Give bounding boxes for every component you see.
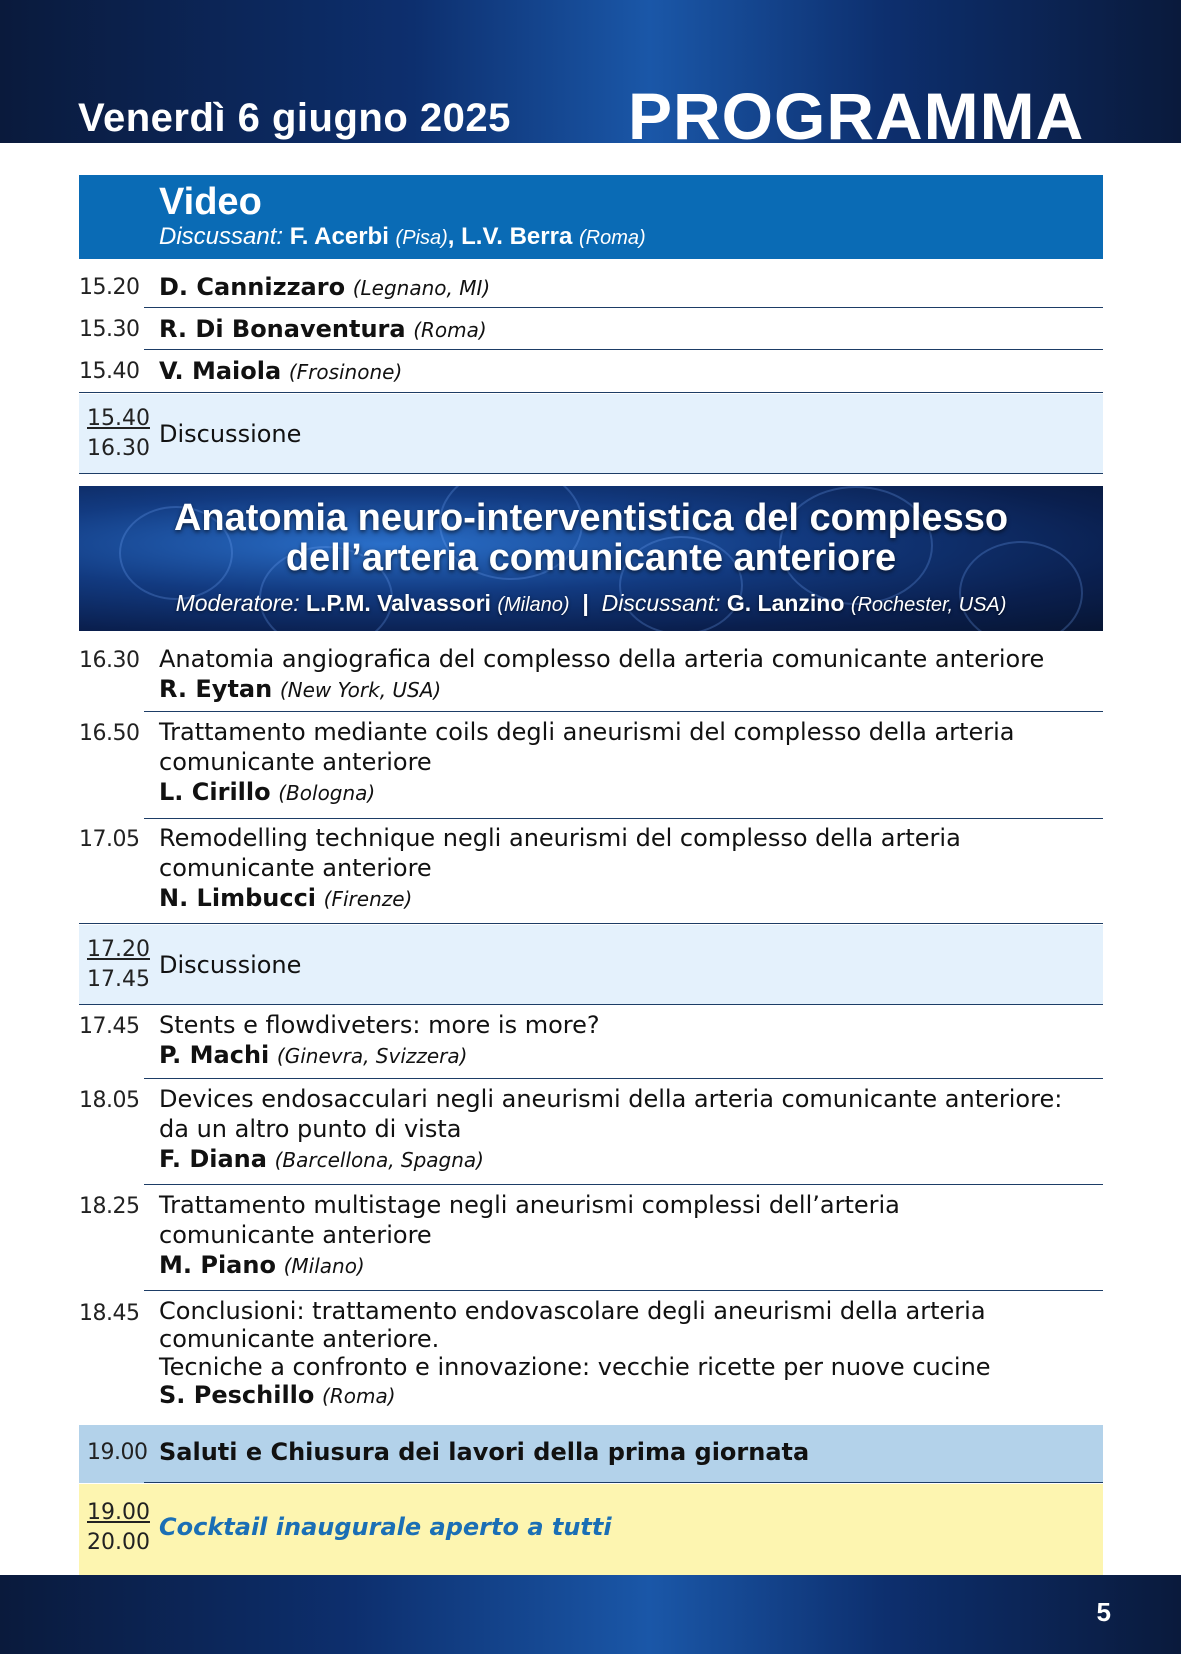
row-content [159,314,487,345]
discussant-name: L.V. Berra [461,223,573,250]
row-divider [144,1290,1103,1292]
speaker-location: (Roma) [322,1384,396,1408]
row-divider [144,307,1103,309]
discussant-label: Discussant: [601,590,721,616]
speaker-location: (Ginevra, Svizzera) [276,1044,468,1068]
speaker-location: (Frosinone) [288,360,403,384]
row-content [159,644,1044,705]
separator: | [582,590,589,616]
row-divider [79,473,1103,475]
talk-title: Conclusioni: trattamento endovascolare degli aneurismi della arteria [159,1297,986,1325]
speaker-name: N. Limbucci [159,884,317,912]
speaker-name: P. Machi [159,1041,270,1069]
program-row [79,309,1103,350]
discussion-time: 15.40 16.30 [87,406,150,461]
talk-title: comunicante anteriore [159,854,432,882]
row-divider [79,392,1103,394]
discussion-label: Discussione [159,951,302,979]
discussion-label: Discussione [159,420,302,448]
row-time: 16.30 [79,648,140,673]
discussant-loc: (Pisa) [395,227,448,249]
session-banner [79,486,1103,631]
row-time: 18.45 [79,1301,140,1326]
closing-time: 19.00 [87,1440,148,1465]
header-date: Venerdì 6 giugno 2025 [78,96,511,140]
program-row [79,820,1103,924]
row-content [159,1297,991,1410]
page-footer [0,1575,1181,1654]
cocktail-time: 19.00 20.00 [87,1500,150,1555]
row-time: 15.40 [79,359,140,384]
video-section-title: Video [159,181,262,223]
row-time: 15.30 [79,317,140,342]
speaker-location: (New York, USA) [279,678,442,702]
speaker-location: (Firenze) [323,887,413,911]
talk-title: Trattamento mediante coils degli aneurismi del complesso della arteria [159,718,1015,746]
speaker-location: (Roma) [413,318,487,342]
talk-title: comunicante anteriore [159,748,432,776]
row-time: 18.25 [79,1194,140,1219]
row-time: 15.20 [79,275,140,300]
row-time: 18.05 [79,1088,140,1113]
talk-title: Devices endosacculari negli aneurismi della arteria comunicante anteriore: [159,1085,1063,1113]
discussant-loc: (Rochester, USA) [850,594,1007,616]
closing-row [79,1425,1103,1483]
program-row [79,713,1103,819]
header-title: PROGRAMMA [628,79,1085,153]
row-content [159,272,490,303]
program-row [79,1186,1103,1291]
speaker-location: (Legnano, MI) [352,276,491,300]
program-row [79,1292,1103,1424]
program-row [79,1080,1103,1185]
row-content [159,823,961,914]
page-number: 5 [1096,1597,1111,1627]
row-divider [79,923,1103,925]
discussion-row [79,394,1103,474]
program-row [79,268,1103,308]
speaker-location: (Bologna) [278,781,376,805]
row-time: 16.50 [79,721,140,746]
row-content [159,717,1014,808]
row-content [159,1084,1062,1175]
speaker-name: V. Maiola [159,357,282,385]
banner-subtitle [79,590,1103,617]
talk-title: Anatomia angiografica del complesso della arteria comunicante anteriore [159,645,1045,673]
discussant-name: G. Lanzino [726,590,845,616]
discussant-label: Discussant: [159,223,284,250]
row-divider [79,1004,1103,1006]
talk-title: comunicante anteriore [159,1221,432,1249]
row-divider [144,349,1103,351]
talk-title: Remodelling technique negli aneurismi del complesso della arteria [159,824,961,852]
talk-title: Stents e flowdiveters: more is more? [159,1011,600,1039]
row-divider [144,1078,1103,1080]
closing-label: Saluti e Chiusura dei lavori della prima giornata [159,1438,810,1466]
cocktail-row [79,1484,1103,1575]
row-time: 17.05 [79,827,140,852]
program-row [79,1006,1103,1079]
row-content [159,356,402,387]
speaker-name: F. Diana [159,1145,267,1173]
program-row [79,640,1103,712]
cocktail-label: Cocktail inaugurale aperto a tutti [159,1513,612,1541]
discussant-name: F. Acerbi [289,223,389,250]
talk-title: Tecniche a confronto e innovazione: vecchie ricette per nuove cucine [159,1353,991,1381]
row-content [159,1010,600,1071]
program-row [79,351,1103,393]
row-divider [144,1482,1103,1484]
row-time: 17.45 [79,1014,140,1039]
row-divider [144,818,1103,820]
speaker-name: D. Cannizzaro [159,273,346,301]
row-content [159,1190,900,1281]
speaker-location: (Milano) [283,1254,365,1278]
moderator-loc: (Milano) [497,594,570,616]
talk-title: Trattamento multistage negli aneurismi complessi dell’arteria [159,1191,900,1219]
speaker-name: R. Eytan [159,675,273,703]
speaker-name: M. Piano [159,1251,276,1279]
video-discussants: Discussant: F. Acerbi (Pisa), L.V. Berra (Roma) [159,223,646,250]
speaker-name: R. Di Bonaventura [159,315,406,343]
speaker-name: L. Cirillo [159,778,271,806]
row-divider [144,711,1103,713]
discussion-row [79,925,1103,1005]
speaker-name: S. Peschillo [159,1381,315,1409]
video-section-header [79,175,1103,259]
moderator-label: Moderatore: [175,590,300,616]
moderator-name: L.P.M. Valvassori [305,590,491,616]
row-divider [144,1184,1103,1186]
discussant-loc: (Roma) [578,227,646,249]
banner-title: Anatomia neuro-interventistica del complesso dell’arteria comunicante anteriore [173,497,1009,579]
talk-title: comunicante anteriore. [159,1325,440,1353]
discussion-time: 17.20 17.45 [87,937,150,992]
talk-title: da un altro punto di vista [159,1115,462,1143]
page-header [0,0,1181,153]
speaker-location: (Barcellona, Spagna) [274,1148,484,1172]
